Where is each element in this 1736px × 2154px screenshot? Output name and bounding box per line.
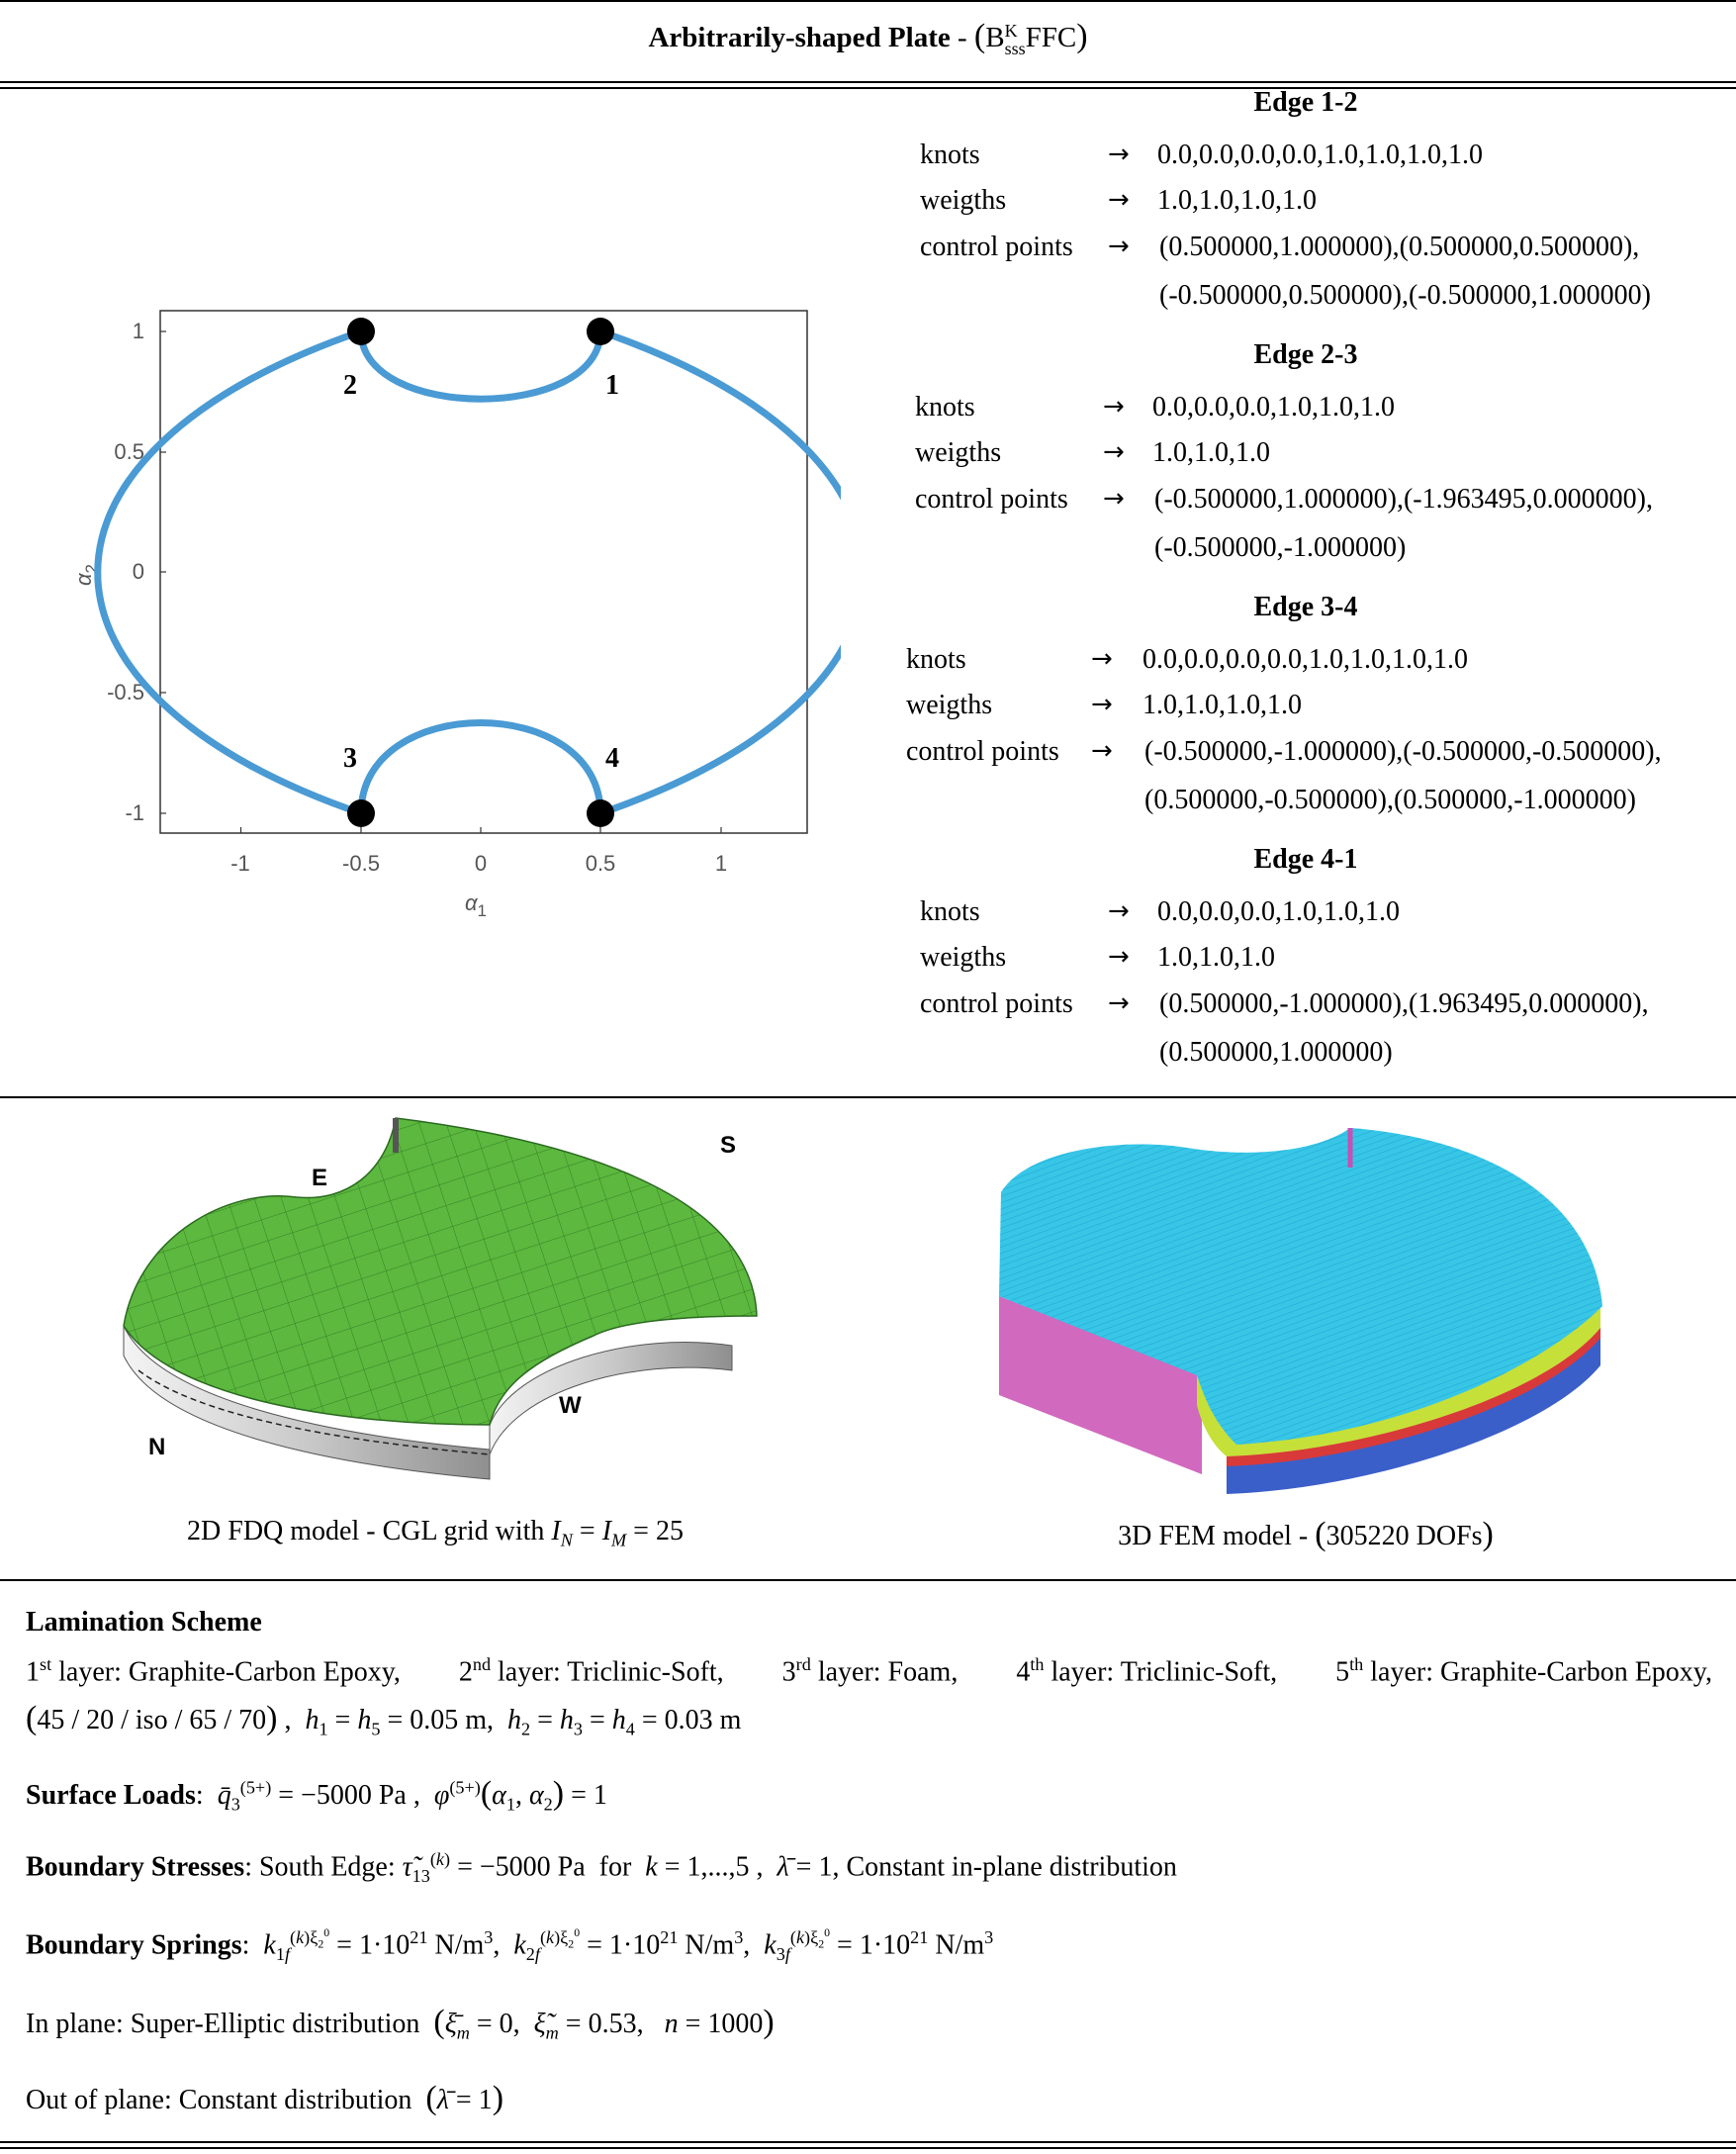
knots-value: 0.0,0.0,0.0,1.0,1.0,1.0 — [1157, 896, 1400, 927]
arrow: → — [1103, 437, 1125, 467]
control-points-line-2: (0.500000,1.000000) — [1159, 1037, 1393, 1068]
arrow: → — [1091, 690, 1113, 719]
y-tick-label: -0.5 — [107, 680, 144, 704]
plot-frame — [160, 311, 807, 833]
edge-heading: Edge 2-3 — [1253, 339, 1358, 370]
y-tick-label: -1 — [125, 800, 144, 825]
y-tick-label: 0 — [132, 559, 144, 584]
arrow: → — [1108, 896, 1130, 926]
control-points-line-1: (-0.500000,-1.000000),(-0.500000,-0.500000), — [1144, 736, 1662, 767]
x-tick-label: 0 — [474, 851, 488, 876]
title-rule-1 — [0, 81, 1736, 83]
edge-heading: Edge 1-2 — [1253, 87, 1358, 118]
bottom-rule-1 — [0, 2141, 1736, 2143]
weights-label: weigths — [915, 437, 1002, 468]
bottom-rule-2 — [0, 2147, 1736, 2149]
layer-4: 4th layer: Triclinic-Soft, — [1016, 1654, 1278, 1688]
weights-label: weigths — [920, 942, 1007, 973]
edge-label-s: S — [720, 1132, 737, 1159]
layer-3: 3rd layer: Foam, — [781, 1654, 959, 1688]
y-tick-label: 1 — [132, 319, 144, 343]
knots-value: 0.0,0.0,0.0,0.0,1.0,1.0,1.0,1.0 — [1142, 644, 1468, 675]
control-points-label: control points — [920, 988, 1073, 1019]
x-axis-label: $\alpha_1$ — [465, 890, 488, 920]
layer-1: 1st layer: Graphite-Carbon Epoxy, — [26, 1654, 401, 1688]
out-of-plane-distribution: Out of plane: Constant distribution (λ̄ = 1) — [26, 2080, 504, 2116]
knots-label: knots — [920, 140, 980, 170]
corner-label-1: 1 — [605, 370, 619, 401]
arrow: → — [1103, 392, 1125, 421]
fdq-model-figure — [109, 1103, 762, 1489]
section-rule — [0, 1579, 1736, 1581]
fem-model-figure — [989, 1118, 1622, 1499]
weights-label: weigths — [920, 185, 1007, 216]
control-points-line-1: (0.500000,-1.000000),(1.963495,0.000000), — [1159, 988, 1649, 1019]
x-tick-label: -1 — [230, 851, 250, 876]
knots-label: knots — [906, 644, 966, 675]
x-tick-label: 1 — [714, 851, 728, 876]
arrow: → — [1108, 185, 1130, 215]
edge-label-w: W — [559, 1392, 582, 1419]
weights-value: 1.0,1.0,1.0 — [1152, 437, 1270, 468]
corner-label-2: 2 — [343, 370, 357, 401]
knots-label: knots — [920, 896, 980, 927]
edge-heading: Edge 3-4 — [1253, 592, 1358, 622]
weights-value: 1.0,1.0,1.0,1.0 — [1142, 690, 1302, 720]
arrow: → — [1103, 484, 1125, 514]
boundary-springs: Boundary Springs: $k_{1f}^{(k)\xi_2^0} = 1\cdot 10^{21}$ $N/m^3$, $k_{2f}^{(k)\xi_2^0} = 1\cdot 10^{21}$ $N/m^3$, $k_{3f}^{(k)\xi_2^0} = 1\cdot 10^{21}$ $N/m^3$ — [26, 1925, 994, 1964]
fdq-model-caption: 2D FDQ model - CGL grid with $I_N = I_M = 25$ — [187, 1516, 684, 1550]
knots-value: 0.0,0.0,0.0,1.0,1.0,1.0 — [1152, 392, 1395, 422]
control-points-label: control points — [920, 232, 1073, 262]
boundary-curve — [98, 331, 841, 813]
arrow: → — [1108, 988, 1130, 1018]
edge-4-1-curve — [600, 331, 841, 813]
in-plane-distribution: In plane: Super-Elliptic distribution ($\xī_m = 0$, $\xĩ_m = 0.53$, n = 1000) — [26, 2004, 775, 2043]
fem-model-caption: 3D FEM model - (305220 DOFs) — [1118, 1516, 1494, 1552]
x-tick-label: 0.5 — [585, 851, 616, 876]
y-tick-label: 0.5 — [114, 439, 144, 464]
control-points-label: control points — [906, 736, 1059, 767]
arrow: → — [1108, 232, 1130, 261]
arrow: → — [1091, 644, 1113, 674]
boundary-stresses: Boundary Stresses: South Edge: $\taũ_{13}^{(k)} = -5000$ Pa for k = 1,...,5 , λ̄ = 1, Constant in-plane distribution — [26, 1849, 1177, 1886]
edge-1-2-curve — [361, 331, 600, 399]
lamination-heading: Lamination Scheme — [26, 1607, 262, 1638]
corner-label-4: 4 — [605, 743, 619, 774]
layer-2: 2nd layer: Triclinic-Soft, — [458, 1654, 724, 1688]
arrow: → — [1108, 942, 1130, 972]
weights-label: weigths — [906, 690, 993, 720]
knots-label: knots — [915, 392, 975, 422]
surface-loads: Surface Loads: $q̄_3^{(5+)} = -5000$ Pa , $\varphi^{(5+)}(\alpha_1$, $\alpha_2) = 1$ — [26, 1775, 607, 1815]
edge-label-e: E — [312, 1165, 328, 1191]
control-points-line-1: (0.500000,1.000000),(0.500000,0.500000), — [1159, 232, 1640, 262]
knots-value: 0.0,0.0,0.0,0.0,1.0,1.0,1.0,1.0 — [1157, 140, 1483, 170]
control-points-line-2: (0.500000,-0.500000),(0.500000,-1.000000) — [1144, 785, 1636, 815]
top-rule — [0, 0, 1736, 2]
arrow: → — [1108, 140, 1130, 169]
x-tick-label: -0.5 — [342, 851, 380, 876]
edge-heading: Edge 4-1 — [1253, 844, 1358, 875]
weights-value: 1.0,1.0,1.0 — [1157, 942, 1275, 973]
layer-5: 5th layer: Graphite-Carbon Epoxy, — [1335, 1654, 1712, 1688]
corner-label-3: 3 — [343, 743, 357, 774]
edge-3-4-curve — [361, 723, 600, 814]
x-ticks — [241, 827, 722, 833]
control-points-line-2: (-0.500000,-1.000000) — [1154, 532, 1407, 563]
control-points-line-2: (-0.500000,0.500000),(-0.500000,1.000000) — [1159, 280, 1651, 311]
title-rule-2 — [0, 87, 1736, 89]
arrow: → — [1091, 736, 1113, 766]
table-title: Arbitrarily-shaped Plate - (B K sss FFC) — [648, 18, 1088, 59]
y-axis-label: $\alpha_2$ — [71, 563, 101, 586]
section-rule — [0, 1096, 1736, 1098]
control-points-label: control points — [915, 484, 1068, 515]
edge-label-n: N — [148, 1434, 166, 1460]
nurbs-boundary-plot — [59, 292, 841, 935]
control-points-line-1: (-0.500000,1.000000),(-1.963495,0.000000), — [1154, 484, 1653, 515]
y-ticks — [160, 331, 166, 813]
angles-thickness: (45 / 20 / iso / 65 / 70) , $h_1 = h_5 = 0.05$ m, $h_2 = h_3 = h_4 = 0.03$ m — [26, 1700, 742, 1739]
weights-value: 1.0,1.0,1.0,1.0 — [1157, 185, 1317, 216]
layer-list — [26, 1654, 1712, 1688]
